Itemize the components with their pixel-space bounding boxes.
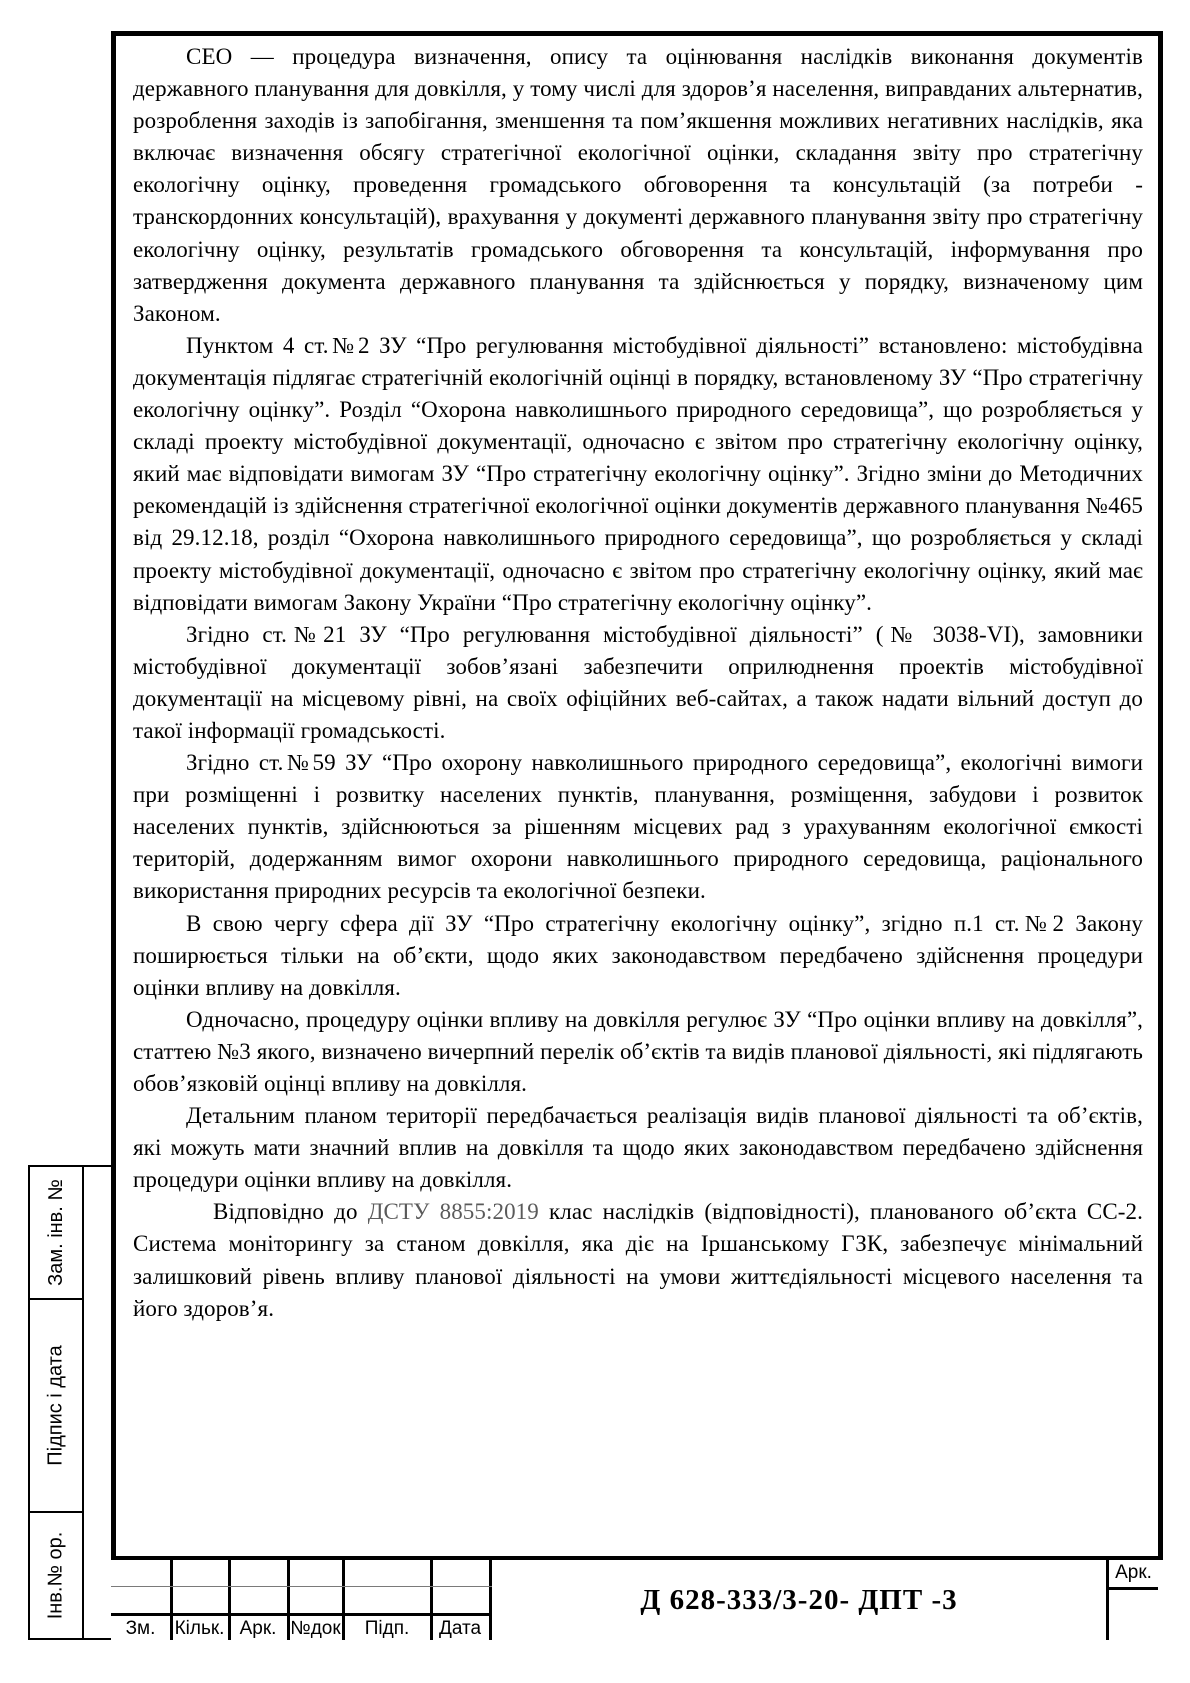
stamp-col-data: Дата: [438, 1617, 482, 1639]
stamp-row-divider-thin: [111, 1586, 492, 1587]
paragraph-punkt4-st2: Пунктом 4 ст.№2 ЗУ “Про регулювання містобудівної діяльності” встановлено: містобудівна документація підлягає стратегічній екологічній оцінці в порядку, встановленому ЗУ “Про стратегічну екологічну оцінку”. Розділ “Охорона навколишнього природного середовища”, що розробляється у складі проекту містобудівної документації, одночасно є звітом про стратегічну екологічну оцінку, який має відповідати вимогам ЗУ “Про стратегічну екологічну оцінку”. Згідно зміни до Методичних рекомендацій із здійснення стратегічної екологічної оцінки документів державного планування №465 від 29.12.18, розділ “Охорона навколишнього природного середовища”, що розробляється у складі проекту містобудівної документації, одночасно є звітом про стратегічну екологічну оцінку, який має відповідати вимогам Закону України “Про стратегічну екологічну оцінку”.: [133, 332, 1143, 615]
paragraph-dstu-after: клас наслідків (відповідності), планованого об’єкта СС-2. Система моніторингу за станом довкілля, яка діє на Іршанському ГЗК, забезпечує мінімальний залишковий рівень впливу планової діяльності на умови життєдіяльності місцевого населення та його здоров’я.: [133, 1199, 1144, 1321]
paragraph-st59: Згідно ст.№59 ЗУ “Про охорону навколишнього природного середовища”, екологічні вимоги при розміщенні і розвитку населених пунктів, планування, розміщення, забудови і розвиток населених пунктів, здійснюються за рішенням місцевих рад з урахуванням екологічної ємкості територій, додержанням вимог охорони навколишнього природного середовища, раціонального використання природних ресурсів та екологічної безпеки.: [133, 750, 1143, 904]
sidebar-label-inv-or: Інв.№ ор.: [44, 1531, 67, 1620]
stamp-col-pidp: Підп.: [364, 1617, 410, 1639]
stamp-row-divider-thick: [111, 1613, 492, 1616]
dstu-reference: ДСТУ 8855:2019: [367, 1199, 539, 1225]
stamp-col-ark: Арк.: [239, 1617, 277, 1639]
sidebar-box-pidpys-data: [30, 1300, 82, 1513]
frame-sidebar: [28, 1165, 111, 1640]
sheet-cell-divider: [1106, 1587, 1158, 1590]
stamp-col-kilk: Кільк.: [174, 1617, 225, 1639]
sidebar-box-zam-inv: [30, 1167, 82, 1300]
document-body: [133, 41, 1143, 1325]
stamp-col-zm: Зм.: [125, 1617, 156, 1639]
paragraph-dstu: [133, 1196, 1143, 1324]
stamp-col-ndok: №док: [290, 1617, 341, 1639]
paragraph-st21: Згідно ст.№21 ЗУ “Про регулювання містобудівної діяльності” (№ 3038-VI), замовники містобудівної документації зобов’язані забезпечити оприлюднення проектів містобудівної документації на місцевому рівні, на своїх офіційних веб-сайтах, а також надати вільний доступ до такої інформації громадськості.: [133, 621, 1143, 743]
paragraph-dstu-before: Відповідно до: [213, 1199, 368, 1225]
paragraph-sfera-dii: В свою чергу сфера дії ЗУ “Про стратегічну екологічну оцінку”, згідно п.1 ст.№2 Закону поширюється тільки на об’єкти, щодо яких законодавством передбачено здійснення процедури оцінки впливу на довкілля.: [133, 910, 1143, 1000]
document-number: Д 628-333/3-20- ДПТ -3: [640, 1583, 958, 1616]
sidebar-divider-line: [82, 1167, 84, 1638]
paragraph-ovd: Одночасно, процедуру оцінки впливу на довкілля регулює ЗУ “Про оцінки впливу на довкілля”, статтею №3 якого, визначено вичерпний перелік об’єктів та видів планової діяльності, які підлягають обов’язковій оцінці впливу на довкілля.: [133, 1006, 1143, 1096]
sidebar-box-inv-or: [30, 1513, 82, 1638]
sheet-label: Арк.: [1115, 1562, 1152, 1583]
paragraph-dpt: Детальним планом території передбачається реалізація видів планової діяльності та об’єктів, які можуть мати значний вплив на довкілля та щодо яких законодавством передбачено здійснення процедури оцінки впливу на довкілля.: [133, 1103, 1143, 1193]
sidebar-label-pidpys-data: Підпис і дата: [44, 1345, 67, 1466]
paragraph-seo-definition: СЕО — процедура визначення, опису та оцінювання наслідків виконання документів державного планування для довкілля, у тому числі для здоров’я населення, виправданих альтернатив, розроблення заходів із запобігання, зменшення та пом’якшення можливих негативних наслідків, яка включає визначення обсягу стратегічної екологічної оцінки, складання звіту про стратегічну екологічну оцінку, проведення громадського обговорення та консультацій (за потреби - транскордонних консультацій), врахування у документі державного планування звіту про стратегічну екологічну оцінку, результатів громадського обговорення та консультацій, інформування про затвердження документа державного планування та здійснюється у порядку, визначеному цим Законом.: [133, 44, 1143, 326]
sidebar-label-zam-inv: Зам. інв. №: [44, 1179, 67, 1286]
title-block: [111, 1556, 1163, 1640]
